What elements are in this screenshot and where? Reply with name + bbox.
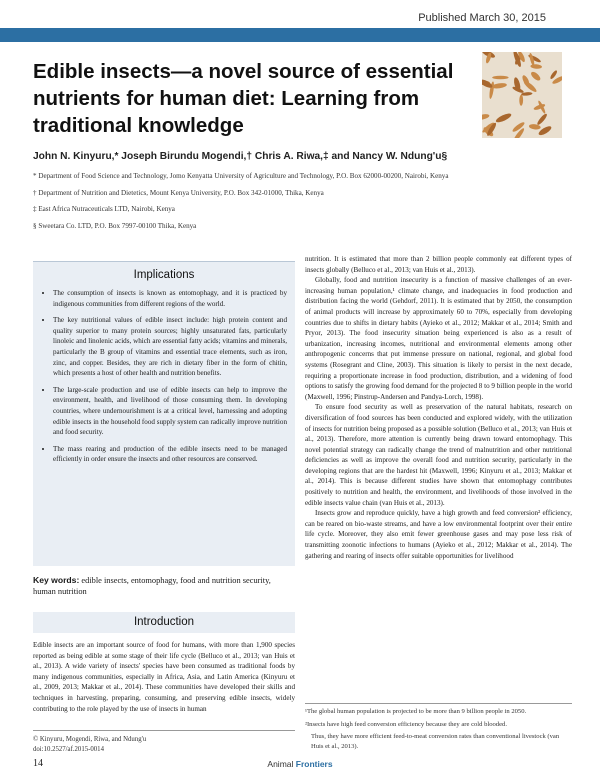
keywords-text: edible insects, entomophagy, food and nutrition security, human nutrition	[33, 576, 271, 596]
keywords-label: Key words:	[33, 575, 80, 585]
doi: doi:10.2527/af.2015-0014	[33, 745, 104, 753]
affiliation-1: * Department of Food Science and Technology, Jomo Kenyatta University of Agriculture and Technology, P.O. Box 62000-00200, Nairobi, Kenya	[33, 172, 449, 180]
affiliation-3: ‡ East Africa Nutraceuticals LTD, Nairobi, Kenya	[33, 205, 175, 214]
implications-list	[33, 288, 295, 465]
footnotes	[305, 703, 572, 754]
author-list: John N. Kinyuru,* Joseph Birundu Mogendi,† Chris A. Riwa,‡ and Nancy W. Ndung'u§	[33, 151, 448, 162]
implications-box	[33, 261, 295, 566]
copyright-line: © Kinyuru, Mogendi, Riwa, and Ndung'u	[33, 736, 147, 743]
publication-date: Published March 30, 2015	[418, 12, 546, 24]
body-paragraph: To ensure food security as well as preservation of the natural habitats, research on diversification of food sources has been conducted and explored widely, with the utilization of insects for nutrition being proposed as a possible solution (Belluco et al., 2013; van Huis et al., 2013). Therefore, more attention is currently being drawn toward entomophagy. This novel potential strategy can radically change the trend of malnutrition and other nutritional deficiencies as well as improve the overall food and nutrition security, particularly in the developing regions that are the hardest hit (Maxwell, 1996; Kinyuru et al., 2013; Makkar et al., 2014). This is because different studies have shown that entomophagy contributes positively to nutrition and health, the environment, and livelihoods of those involved in the edible insects value chain (van Huis et al., 2013).	[305, 403, 572, 507]
copyright-notice	[33, 730, 295, 755]
implication-item: • The consumption of insects is known as entomophagy, and it is practiced by indigenous communities from different regions of the world.	[53, 288, 287, 309]
article-title: Edible insects—a novel source of essential nutrients for human diet: Learning from traditional knowledge	[33, 60, 454, 137]
header-color-bar	[0, 28, 600, 42]
footnote-2-continued: Thus, they have more efficient feed-to-meat conversion rates than conventional livestock (van Huis et al., 2013).	[311, 733, 560, 750]
implications-heading: Implications	[133, 269, 195, 281]
introduction-heading: Introduction	[33, 612, 295, 633]
implication-item: • The large-scale production and use of edible insects can help to improve the environment, health, and livelihood of those consuming them. In developing countries, where undernourishment is at a critical level, harnessing and adopting edible insects in the household food supply system can radically improve nutrition and food security.	[53, 385, 287, 438]
insects-photo	[482, 52, 562, 138]
journal-name-bold: Frontiers	[295, 759, 333, 769]
affiliation-2: † Department of Nutrition and Dietetics, Mount Kenya University, P.O. Box 342-01000, Thika, Kenya	[33, 188, 324, 197]
body-paragraph: Insects grow and reproduce quickly, have a high growth and feed conversion² efficiency, can be reared on bio-waste streams, and have a low environmental footprint over their entire life cycle. Moreover, they also emit fewer greenhouse gases and may pose less risk of transmitting zoonotic infections to humans (Ayieko et al., 2012; Makkar et al., 2014). The gathering and rearing of insects offer suitable opportunities for livelihood	[305, 509, 572, 560]
implication-item: • The key nutritional values of edible insect include: high protein content and quality superior to many protein sources; highly unsaturated fats, particularly linoleic and linolenic acids, which are essential fatty acids; vitamins and minerals, particularly the B group of vitamins and essential trace elements, such as iron, zinc, and copper. Besides, they are rich in dietary fiber in the form of chitin, which presents a host of other health and nutrition benefits.	[53, 315, 287, 379]
body-paragraph: nutrition. It is estimated that more than 2 billion people commonly eat different types of insects globally (Belluco et al., 2013; van Huis et al., 2013).	[305, 255, 572, 274]
page-number: 14	[33, 758, 43, 769]
footnote-2: ²Insects have high feed conversion efficiency because they are cold blooded.	[305, 720, 507, 728]
keywords	[33, 575, 295, 597]
implication-item: • The mass rearing and production of the edible insects need to be managed efficiently in order ensure the insects and other resources are conserved.	[53, 444, 287, 465]
introduction-text: Edible insects are an important source of food for humans, with more than 1,900 species reported as being edible at some stage of their life cycle (Belluco et al., 2013; van Huis et al., 2013). A wide variety of insects' species have been consumed as traditional foods by many indigenous communities, especially in Africa, Asia, and Latin America (Kinyuru et al., 2009, 2013; Makkar et al., 2014). These communities have developed their skills and techniques in harvesting, preparing, consuming, and preserving edible insects, widely contributing to the role played by the use of insects in human	[33, 641, 295, 713]
affiliations	[33, 168, 573, 234]
journal-name	[0, 759, 600, 769]
journal-name-light: Animal	[267, 759, 296, 769]
footnote-1: ¹The global human population is projected to be more than 9 billion people in 2050.	[305, 708, 527, 715]
body-paragraph: Globally, food and nutrition insecurity is a function of massive challenges of an ever-increasing human population,¹ climate change, and inadequacies in food production and distribution facing the world (Gehdorf, 2011). It is estimated that by 2050, the consumption of animal products will increase by approximately 60 to 70%, especially from developing countries due to shifts in dietary habits (Ayieko et al., 2012; Makkar et al., 2014; Smith and Pryor, 2013). The food insecurity situation being experienced is also as a result of urbanization, increasing incomes, nutritional and environmental elements among other anthropogenic concerns that put immense pressure on national, regional, and global food systems (Rosegrant and Cline, 2003). This situation is likely to persist in the next decade, requiring a proportionate increase in food production, distribution, and a widening of food options to satisfy the growing food demand for the projected 8 to 9 billion people in the world (Maxwell, 1996; Pinstrup-Andersen and Pandya-Lorch, 1998).	[305, 276, 572, 401]
right-column	[305, 254, 572, 561]
affiliation-4: § Sweetara Co. LTD, P.O. Box 7997-00100 Thika, Kenya	[33, 221, 197, 230]
